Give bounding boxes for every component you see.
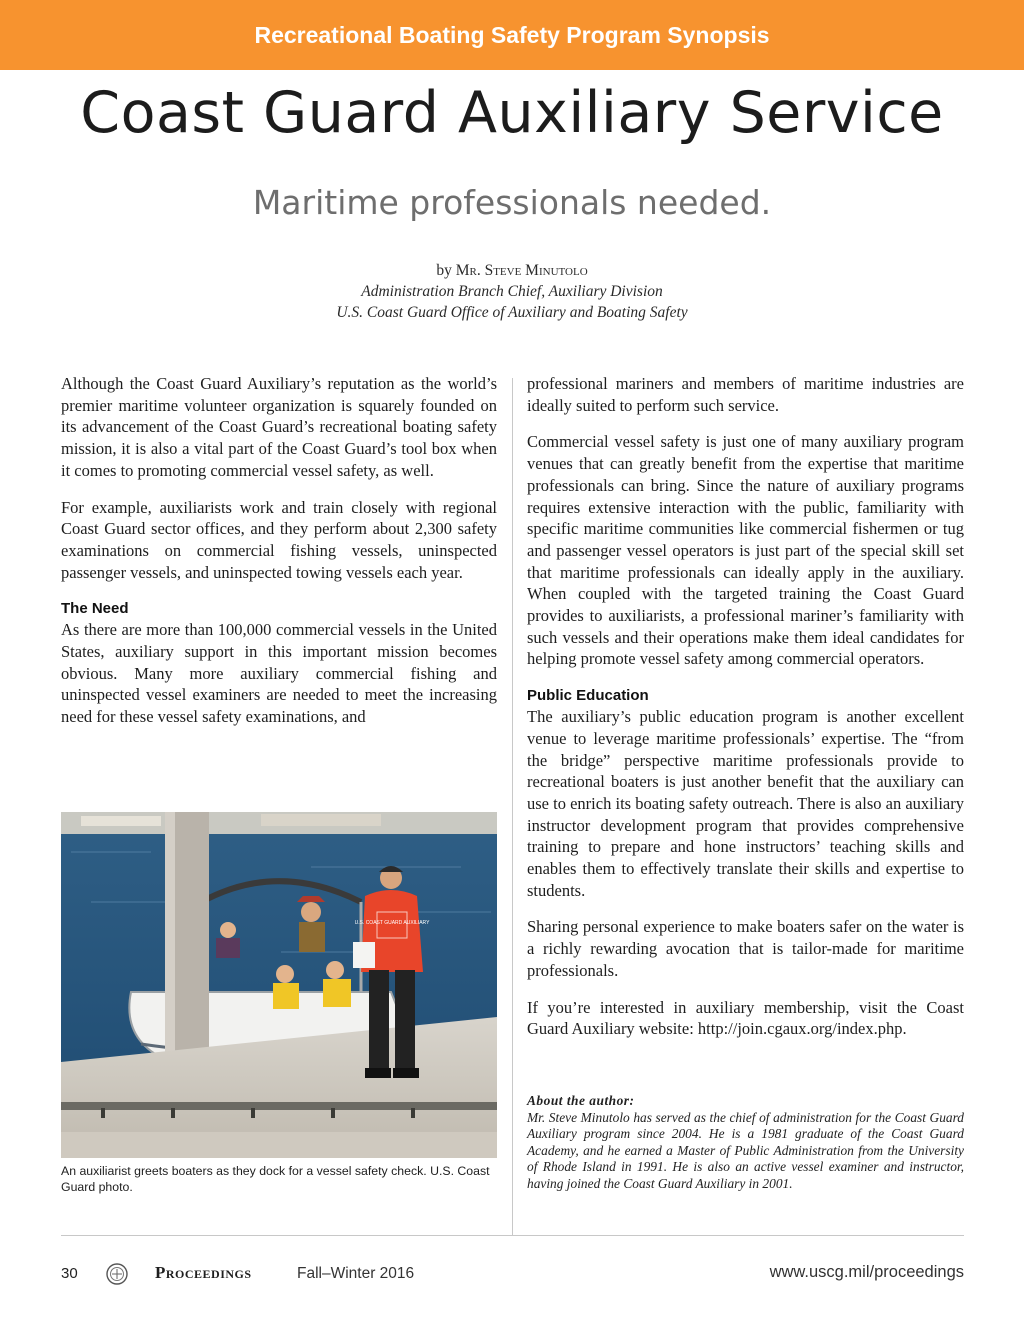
boat-dock-photo [61, 812, 497, 1158]
photo-caption: An auxiliarist greets boaters as they dock for a vessel safety check. U.S. Coast Guard photo. [61, 1164, 490, 1194]
about-the-author [527, 1093, 964, 1192]
paragraph: professional mariners and members of maritime industries are ideally suited to perform such service. [527, 374, 964, 415]
paragraph-membership: If you’re interested in auxiliary membership, visit the Coast Guard Auxiliary website: http://join.cgaux.org/index.php. [527, 997, 964, 1039]
author-office: U.S. Coast Guard Office of Auxiliary and Boating Safety [336, 304, 688, 321]
paragraph: The auxiliary’s public education program is another excellent venue to leverage maritime professionals’ expertise. The “from the bridge” perspective maritime professionals provide to recreational boaters is just another benefit that the auxiliary can use to enrich its boating safety outreach. There is also an auxiliary instructor development program that provides comprehensive training to prepare and hone instructors’ teaching skills and enables them to effectively translate their skills and expertise to students. [527, 707, 964, 900]
paragraph: Commercial vessel safety is just one of many auxiliary program venues that can greatly benefit from the expertise that maritime professionals can bring. Since the nature of auxiliary programs requires extensive interaction with the public, familiarity with specific maritime communities like commercial fishermen or tug and passenger vessel operators is just part of the special skill set that maritime professionals can ideally apply in the auxiliary. When coupled with the targeted training the Coast Guard provides to auxiliarists, a professional mariner’s familiarity with such vessels and their operations make them ideal candidates for helping promote vessel safety among commercial operators. [527, 432, 964, 669]
article-subtitle: Maritime professionals needed. [252, 183, 772, 222]
magazine-name: Proceedings [155, 1263, 252, 1282]
byline-prefix: by [436, 262, 456, 279]
website-link[interactable]: www.uscg.mil/proceedings [769, 1263, 964, 1281]
page-number: 30 [61, 1265, 78, 1282]
paragraph: For example, auxiliarists work and train closely with regional Coast Guard sector offices, and they perform about 2,300 safety examinations on commercial fishing vessels, uninspected passenger vessels, and uninspected towing vessels each year. [61, 497, 497, 582]
coast-guard-seal-icon [106, 1263, 128, 1285]
article-title: Coast Guard Auxiliary Service [80, 80, 944, 146]
author-role: Administration Branch Chief, Auxiliary Division [361, 283, 663, 300]
column-divider [512, 378, 513, 1235]
jacket-text: U.S. COAST GUARD AUXILIARY [354, 920, 430, 926]
section-banner: Recreational Boating Safety Program Synopsis [0, 0, 1024, 70]
left-column [61, 373, 497, 743]
about-author-text: Mr. Steve Minutolo has served as the chief of administration for the Coast Guard Auxiliary program since 2004. He is a 1981 graduate of the Coast Guard Academy, and he earned a Master of Public Administration from the University of Rhode Island in 1991. He is also an active vessel examiner and instructor, having joined the Coast Guard Auxiliary in 2001. [527, 1109, 964, 1191]
issue-date: Fall–Winter 2016 [297, 1265, 415, 1282]
about-author-heading: About the author: [527, 1093, 635, 1108]
paragraph: As there are more than 100,000 commercial vessels in the United States, auxiliary support in this important mission becomes obvious. Many more auxiliary commercial fishing and uninspected vessel examiners are needed to meet the increasing need for these vessel safety examinations, and [61, 620, 497, 727]
paragraph: Sharing personal experience to make boaters safer on the water is a richly rewarding avocation that is tailor-made for maritime professionals. [527, 917, 964, 980]
heading-public-education: Public Education [527, 687, 649, 705]
right-column [527, 373, 964, 1055]
author-name: Mr. Steve Minutolo [455, 262, 588, 279]
heading-the-need: The Need [61, 600, 129, 618]
paragraph: Although the Coast Guard Auxiliary’s reputation as the world’s premier maritime volunteer organization is squarely founded on its advancement of the Coast Guard’s recreational boating safety mission, it is also a vital part of the Coast Guard’s tool box when it comes to promoting commercial vessel safety, as well. [61, 374, 497, 480]
footer-divider [61, 1235, 964, 1236]
byline [0, 260, 1024, 323]
page-footer [61, 1263, 964, 1291]
